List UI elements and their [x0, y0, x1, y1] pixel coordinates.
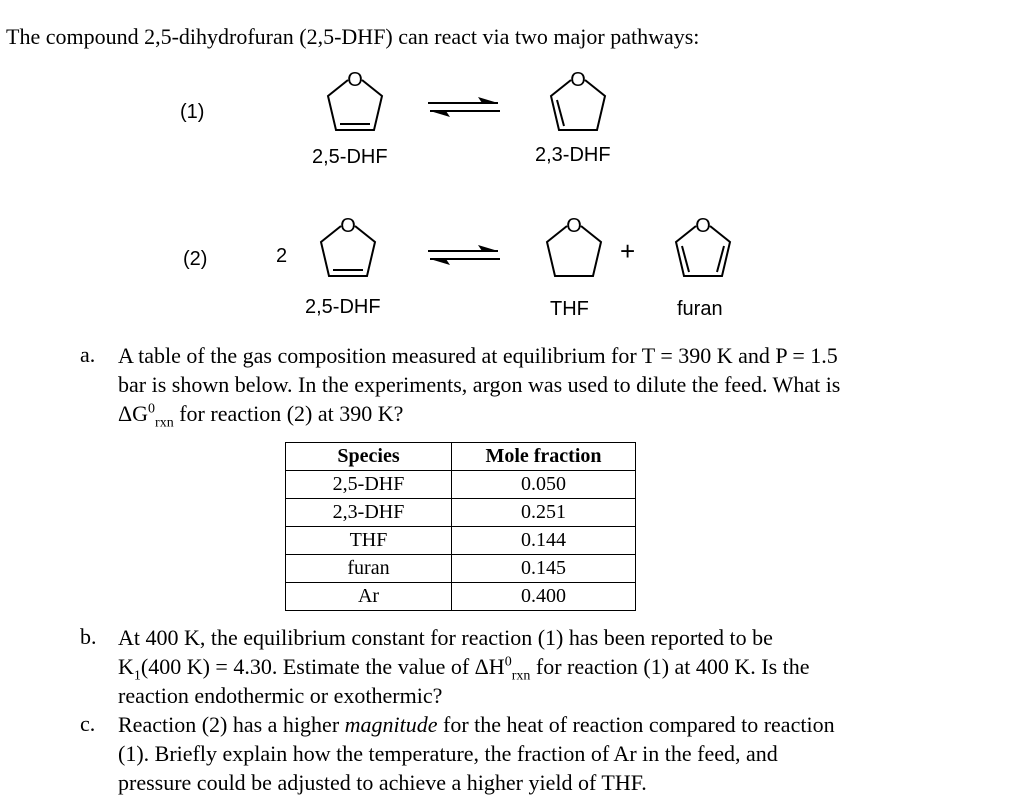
equilibrium-arrow-1 [426, 95, 502, 119]
reaction-1-label: (1) [180, 101, 205, 123]
part-a-line-3 [118, 399, 840, 431]
species-cell: furan [286, 555, 452, 583]
part-a-line-1: A table of the gas composition measured at equilibrium for T = 390 K and P = 1.5 [118, 343, 838, 368]
table-row [286, 471, 636, 499]
mole-fraction-cell: 0.145 [452, 555, 636, 583]
reaction-2-reactant-label: 2,5-DHF [305, 296, 381, 318]
reaction-2-product2-label: furan [677, 298, 723, 320]
mole-fraction-cell: 0.251 [452, 499, 636, 527]
table-header-species: Species [286, 443, 452, 471]
equilibrium-arrow-2 [426, 243, 502, 267]
reaction-1-reactant-label: 2,5-DHF [312, 146, 388, 168]
part-c-line-1-start: Reaction (2) has a higher [118, 712, 345, 737]
dhf-25-structure-1 [320, 64, 390, 140]
part-a-marker: a. [80, 342, 96, 367]
furan-structure [668, 210, 738, 286]
part-b-line-2-middle: (400 K) = 4.30. Estimate the value of ΔH [140, 654, 505, 679]
plus-sign: + [620, 236, 636, 266]
standard-state-superscript: 0 [148, 401, 156, 417]
oxygen-label: O [566, 215, 582, 237]
part-c-line-1-rest: for the heat of reaction compared to reaction [437, 712, 835, 737]
part-a-line-3-rest: for reaction (2) at 390 K? [173, 401, 404, 426]
dhf-23-structure [543, 64, 613, 140]
table-row [286, 527, 636, 555]
part-b-text [118, 623, 810, 710]
part-b-line-1: At 400 K, the equilibrium constant for reaction (1) has been reported to be [118, 625, 773, 650]
rxn-subscript: rxn [155, 415, 174, 431]
mole-fraction-cell: 0.144 [452, 527, 636, 555]
intro-text: The compound 2,5-dihydrofuran (2,5-DHF) can react via two major pathways: [6, 24, 700, 49]
part-c-text [118, 710, 835, 797]
standard-state-superscript: 0 [504, 654, 512, 670]
oxygen-label: O [347, 69, 363, 91]
reaction-2-coefficient: 2 [276, 245, 288, 267]
part-c-marker: c. [80, 711, 96, 736]
table-row [286, 555, 636, 583]
table-header-row [286, 443, 636, 471]
species-cell: THF [286, 527, 452, 555]
species-cell: Ar [286, 583, 452, 611]
oxygen-label: O [570, 69, 586, 91]
emphasis-magnitude: magnitude [344, 712, 438, 737]
reaction-2-product1-label: THF [550, 298, 589, 320]
part-c-line-3: pressure could be adjusted to achieve a higher yield of THF. [118, 770, 647, 795]
part-c-line-2: (1). Briefly explain how the temperature, the fraction of Ar in the feed, and [118, 741, 778, 766]
k-subscript: 1 [133, 668, 141, 684]
reaction-1-product-label: 2,3-DHF [535, 144, 611, 166]
species-cell: 2,3-DHF [286, 499, 452, 527]
species-cell: 2,5-DHF [286, 471, 452, 499]
oxygen-label: O [340, 215, 356, 237]
table-header-mole-fraction: Mole fraction [452, 443, 636, 471]
part-a-line-2: bar is shown below. In the experiments, argon was used to dilute the feed. What is [118, 372, 841, 397]
oxygen-label: O [695, 215, 711, 237]
dhf-25-structure-2 [313, 210, 383, 286]
part-b-marker: b. [80, 624, 97, 649]
table-row [286, 499, 636, 527]
part-b-line-3: reaction endothermic or exothermic? [118, 683, 443, 708]
mole-fraction-cell: 0.050 [452, 471, 636, 499]
part-b-line-2-rest: for reaction (1) at 400 K. Is the [530, 654, 810, 679]
part-a-text [118, 341, 841, 431]
part-b-line-2 [118, 652, 810, 684]
thf-structure [539, 210, 609, 286]
reaction-2-label: (2) [183, 248, 208, 270]
equilibrium-composition-table [285, 442, 636, 611]
delta-g-symbol: ΔG [118, 401, 149, 426]
table-row [286, 583, 636, 611]
rxn-subscript: rxn [511, 668, 531, 684]
k-symbol: K [118, 654, 134, 679]
part-c-line-1 [118, 710, 835, 739]
mole-fraction-cell: 0.400 [452, 583, 636, 611]
